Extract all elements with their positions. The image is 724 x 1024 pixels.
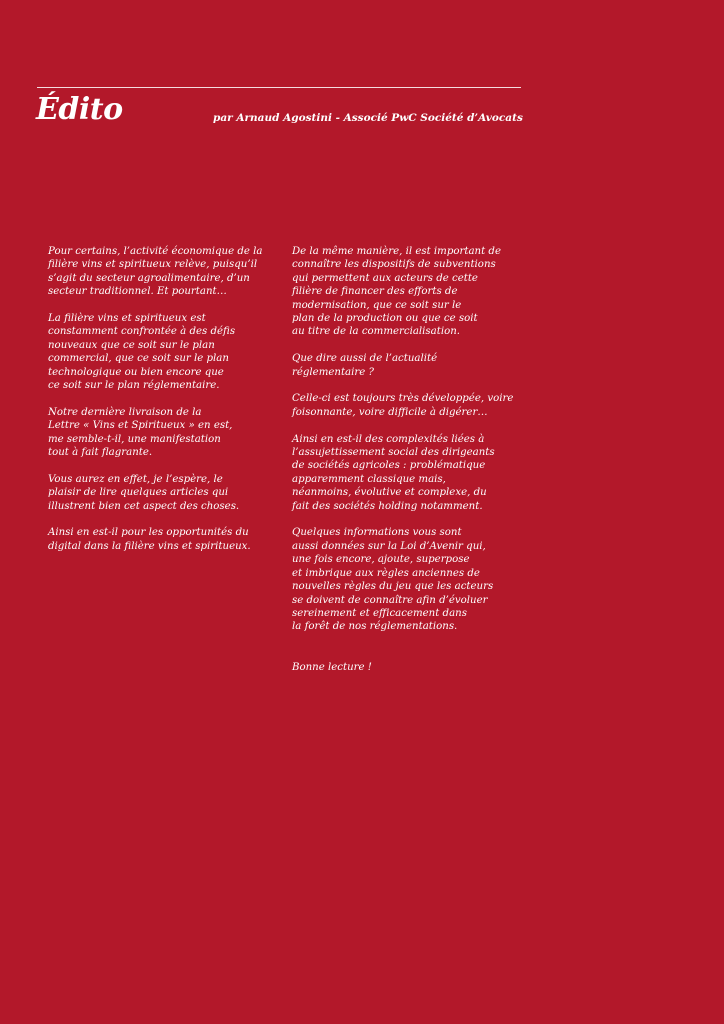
paragraph: Pour certains, l’activité économique de la filière vins et spiritueux relève, puisqu’il s’agit du secteur agroalimentaire, d’un secteur traditionnel. Et pourtant… bbox=[48, 246, 263, 298]
paragraph: La filière vins et spiritueux est constamment confrontée à des défis nouveaux que ce soit sur le plan commercial, que ce soit sur le plan technologique ou bien encore que ce soit sur le plan réglementaire. bbox=[48, 313, 236, 392]
paragraph: Quelques informations vous sont aussi données sur la Loi d’Avenir qui, une fois encore, ajoute, superpose et imbrique aux règles anciennes de nouvelles règles du jeu que les acteurs se doivent de connaître afin d’évoluer sereinement et efficacement dans la forêt de nos réglementations. bbox=[292, 527, 494, 633]
paragraph: Ainsi en est-il pour les opportunités du digital dans la filière vins et spiritueux. bbox=[48, 527, 251, 552]
page-title: Édito bbox=[36, 92, 123, 127]
paragraph: De la même manière, il est important de connaître les dispositifs de subventions qui permettent aux acteurs de cette filière de financer des efforts de modernisation, que ce soit sur le plan de la production ou que ce soit au titre de la commercialisation. bbox=[292, 246, 501, 338]
closing-line: Bonne lecture ! bbox=[292, 661, 372, 673]
paragraph: Que dire aussi de l’actualité réglementaire ? bbox=[292, 353, 438, 378]
paragraph: Ainsi en est-il des complexités liées à l’assujettissement social des dirigeants de sociétés agricoles : problématique apparemment classique mais, néanmoins, évolutive et complexe, du fait des sociétés holding notamment. bbox=[292, 433, 495, 512]
left-column bbox=[48, 245, 288, 567]
paragraph: Notre dernière livraison de la Lettre « Vins et Spiritueux » en est, me semble-t-il, une manifestation tout à fait flagrante. bbox=[48, 406, 233, 459]
header-rule bbox=[37, 87, 521, 88]
right-column bbox=[292, 245, 532, 687]
author-byline: par Arnaud Agostini - Associé PwC Société d’Avocats bbox=[213, 112, 523, 124]
paragraph: Vous aurez en effet, je l’espère, le plaisir de lire quelques articles qui illustrent bien cet aspect des choses. bbox=[48, 473, 240, 512]
paragraph: Celle-ci est toujours très développée, voire foisonnante, voire difficile à digérer… bbox=[292, 393, 514, 418]
